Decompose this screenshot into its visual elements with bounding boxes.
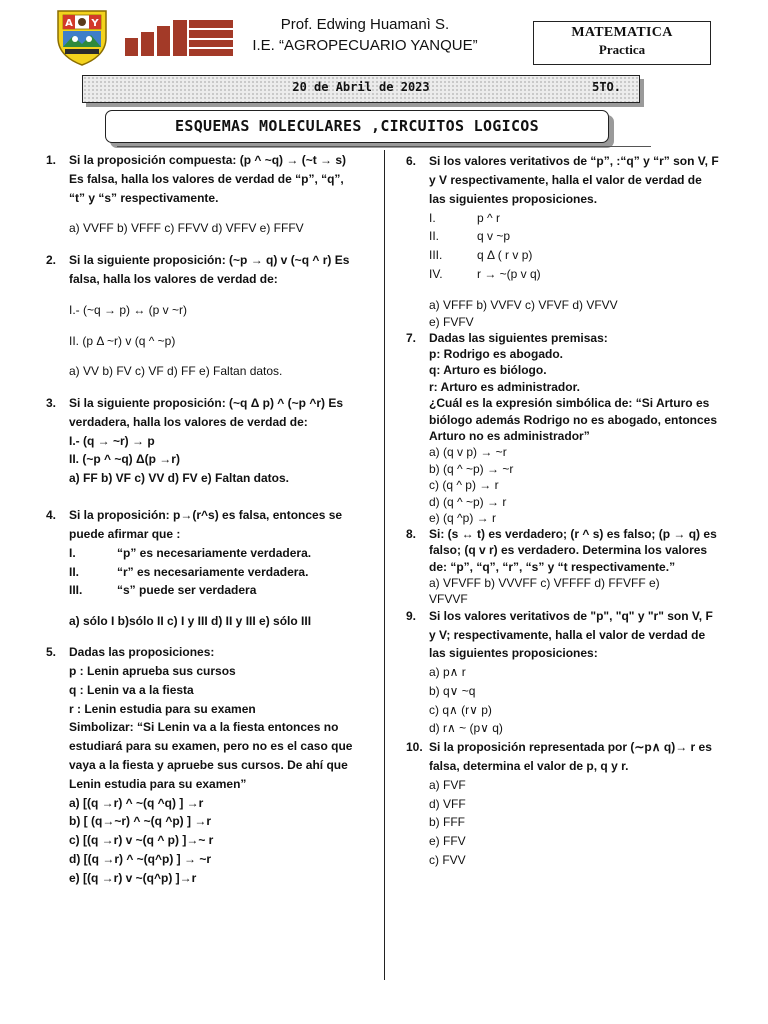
answer-option: c) q∧ (r∨ p) [429,703,492,717]
answer-option: b) [ (q→~r) ^ ~(q ^p) ] →r [69,814,212,828]
date-label: 20 de Abril de 2023 [292,80,430,94]
roman-numeral: II. [69,565,80,579]
question-text: estudiará para su examen, pero no es el caso que [69,739,353,753]
question-item: I.- (q → ~r) → p [69,434,155,448]
answer-option: e) (q ^p) → r [429,511,496,525]
statement: p ^ r [477,211,500,225]
question-text: ¿Cuál es la expresión simbólica de: “Si Arturo es [429,396,710,410]
question-text: falsa, halla los valores de verdad de: [69,272,278,286]
roman-numeral: II. [429,229,440,243]
answer-options: a) VV b) FV c) VF d) FF e) Faltan datos. [69,364,283,378]
question-text: Arturo no es administrador” [429,429,590,443]
question-number: 1. [46,153,57,167]
question-text: vaya a la fiesta y apruebe sus cursos. De ahí que [69,758,348,772]
question-text: Si: (s ↔ t) es verdadero; (r ^ s) es falso; (p → q) es [429,527,717,541]
statement: “p” es necesariamente verdadera. [117,546,312,560]
answer-option: d) [(q →r) ^ ~(q^p) ] → ~r [69,852,212,866]
question-text: falsa, determina el valor de p, q y r. [429,759,629,773]
premise-r: r: Arturo es administrador. [429,380,580,394]
answer-option: a) p∧ r [429,665,466,679]
proposition-p: p : Lenin aprueba sus cursos [69,664,236,678]
svg-text:A: A [65,18,73,29]
question-number: 8. [406,527,417,541]
title-banner [105,110,609,143]
date-banner [82,75,640,103]
answer-option: b) (q ^ ~p) → ~r [429,462,514,476]
answer-option: c) (q ^ p) → r [429,478,499,492]
author-name: Prof. Edwing Huamanì S. [280,16,450,33]
statement: q v ~p [477,229,511,243]
question-number: 3. [46,396,57,410]
question-number: 5. [46,645,57,659]
question-text: Lenin estudia para su examen” [69,777,247,791]
answer-options: a) FF b) VF c) VV d) FV e) Faltan datos. [69,471,290,485]
question-text: y V respectivamente, halla el valor de verdad de [429,173,702,187]
column-divider [384,150,385,980]
roman-numeral: III. [429,248,443,262]
question-text: Si la siguiente proposición: (~p → q) v (~q ^ r) Es [69,253,350,267]
question-text: Si los valores veritativos de “p”, :“q” y “r” son V, F [429,154,719,168]
answer-option: a) FVF [429,778,466,792]
question-number: 4. [46,508,57,522]
question-text: verdadera, halla los valores de verdad de: [69,415,308,429]
answer-option: e) FVFV [429,315,474,329]
question-text: Simbolizar: “Si Lenin va a la fiesta entonces no [69,720,339,734]
premise-q: q: Arturo es biólogo. [429,363,547,377]
roman-numeral: III. [69,583,83,597]
premise-p: p: Rodrigo es abogado. [429,347,563,361]
header-rule [117,146,651,147]
answer-option: d) VFF [429,797,466,811]
answer-option: d) r∧ ~ (p∨ q) [429,721,503,735]
svg-text:Y: Y [91,18,99,29]
question-item: I.- (~q → p) ↔ (p v ~r) [69,303,188,317]
roman-numeral: I. [69,546,76,560]
answer-option: a) (q v p) → ~r [429,445,507,459]
answer-options: a) VVFF b) VFFF c) FFVV d) VFFV e) FFFV [69,221,304,235]
question-number: 7. [406,331,417,345]
question-text: Si la proposición representada por (∼p∧ q)→ r es [429,740,712,754]
question-number: 9. [406,609,417,623]
question-text: falso; (q v r) es verdadero. Determina los valores [429,543,708,557]
answer-option: VFVVF [429,592,468,606]
answer-option: d) (q ^ ~p) → r [429,495,507,509]
question-item: II. (p Δ ~r) v (q ^ ~p) [69,334,176,348]
question-text: biólogo además Rodrigo no es abogado, entonces [429,413,718,427]
question-text: y V; respectivamente, halla el valor de verdad de [429,628,706,642]
question-number: 2. [46,253,57,267]
question-text: “t” y “s” respectivamente. [69,191,219,205]
question-text: puede afirmar que : [69,527,181,541]
question-text: Dadas las siguientes premisas: [429,331,608,345]
proposition-r: r : Lenin estudia para su examen [69,702,256,716]
roman-numeral: I. [429,211,436,225]
answer-option: c) FVV [429,853,466,867]
answer-options: a) sólo I b)sólo II c) I y III d) II y III e) sólo III [69,614,312,628]
question-text: Si la proposición: p→(r^s) es falsa, entonces se [69,508,343,522]
page-title: ESQUEMAS MOLECULARES ,CIRCUITOS LOGICOS [175,117,539,135]
grade-label: 5TO. [592,80,621,94]
answer-options: a) VFVFF b) VVVFF c) VFFFF d) FFVFF e) [429,576,660,590]
question-text: las siguientes proposiciones. [429,192,598,206]
question-text: Si los valores veritativos de "p", "q" y "r" son V, F [429,609,713,623]
roman-numeral: IV. [429,267,443,281]
question-number: 6. [406,154,417,168]
question-text: Es falsa, halla los valores de verdad de “p”, “q”, [69,172,344,186]
answer-option: a) [(q →r) ^ ~(q ^q) ] →r [69,796,204,810]
answer-option: c) [(q →r) v ~(q ^ p) ]→~ r [69,833,214,847]
subject-box [533,21,711,65]
answer-option: e) [(q →r) v ~(q^p) ]→r [69,871,197,885]
school-name: I.E. “AGROPECUARIO YANQUE” [252,37,478,54]
question-item: II. (~p ^ ~q) Δ(p →r) [69,452,180,466]
question-text: las siguientes proposiciones: [429,646,598,660]
proposition-q: q : Lenin va a la fiesta [69,683,194,697]
answer-option: e) FFV [429,834,466,848]
statement: r → ~(p v q) [477,267,541,281]
answer-options: a) VFFF b) VVFV c) VFVF d) VFVV [429,298,618,312]
activity-type: Practica [598,42,646,57]
subject-title: MATEMATICA [571,25,673,40]
answer-option: b) q∨ ~q [429,684,476,698]
statement: “s” puede ser verdadera [117,583,257,597]
statement: q Δ ( r v p) [477,248,533,262]
statement: “r” es necesariamente verdadera. [117,565,309,579]
bar-graph-logo [125,18,233,56]
question-text: Si la proposición compuesta: (p ^ ~q) → (~t → s) [69,153,347,167]
question-text: Dadas las proposiciones: [69,645,215,659]
question-text: de: “p”, “q”, “r”, “s” y “t respectivamente.” [429,560,676,574]
school-crest-logo [55,8,109,66]
answer-option: b) FFF [429,815,465,829]
question-number: 10. [406,740,423,754]
question-text: Si la siguiente proposición: (~q Δ p) ^ (~p ^r) Es [69,396,344,410]
